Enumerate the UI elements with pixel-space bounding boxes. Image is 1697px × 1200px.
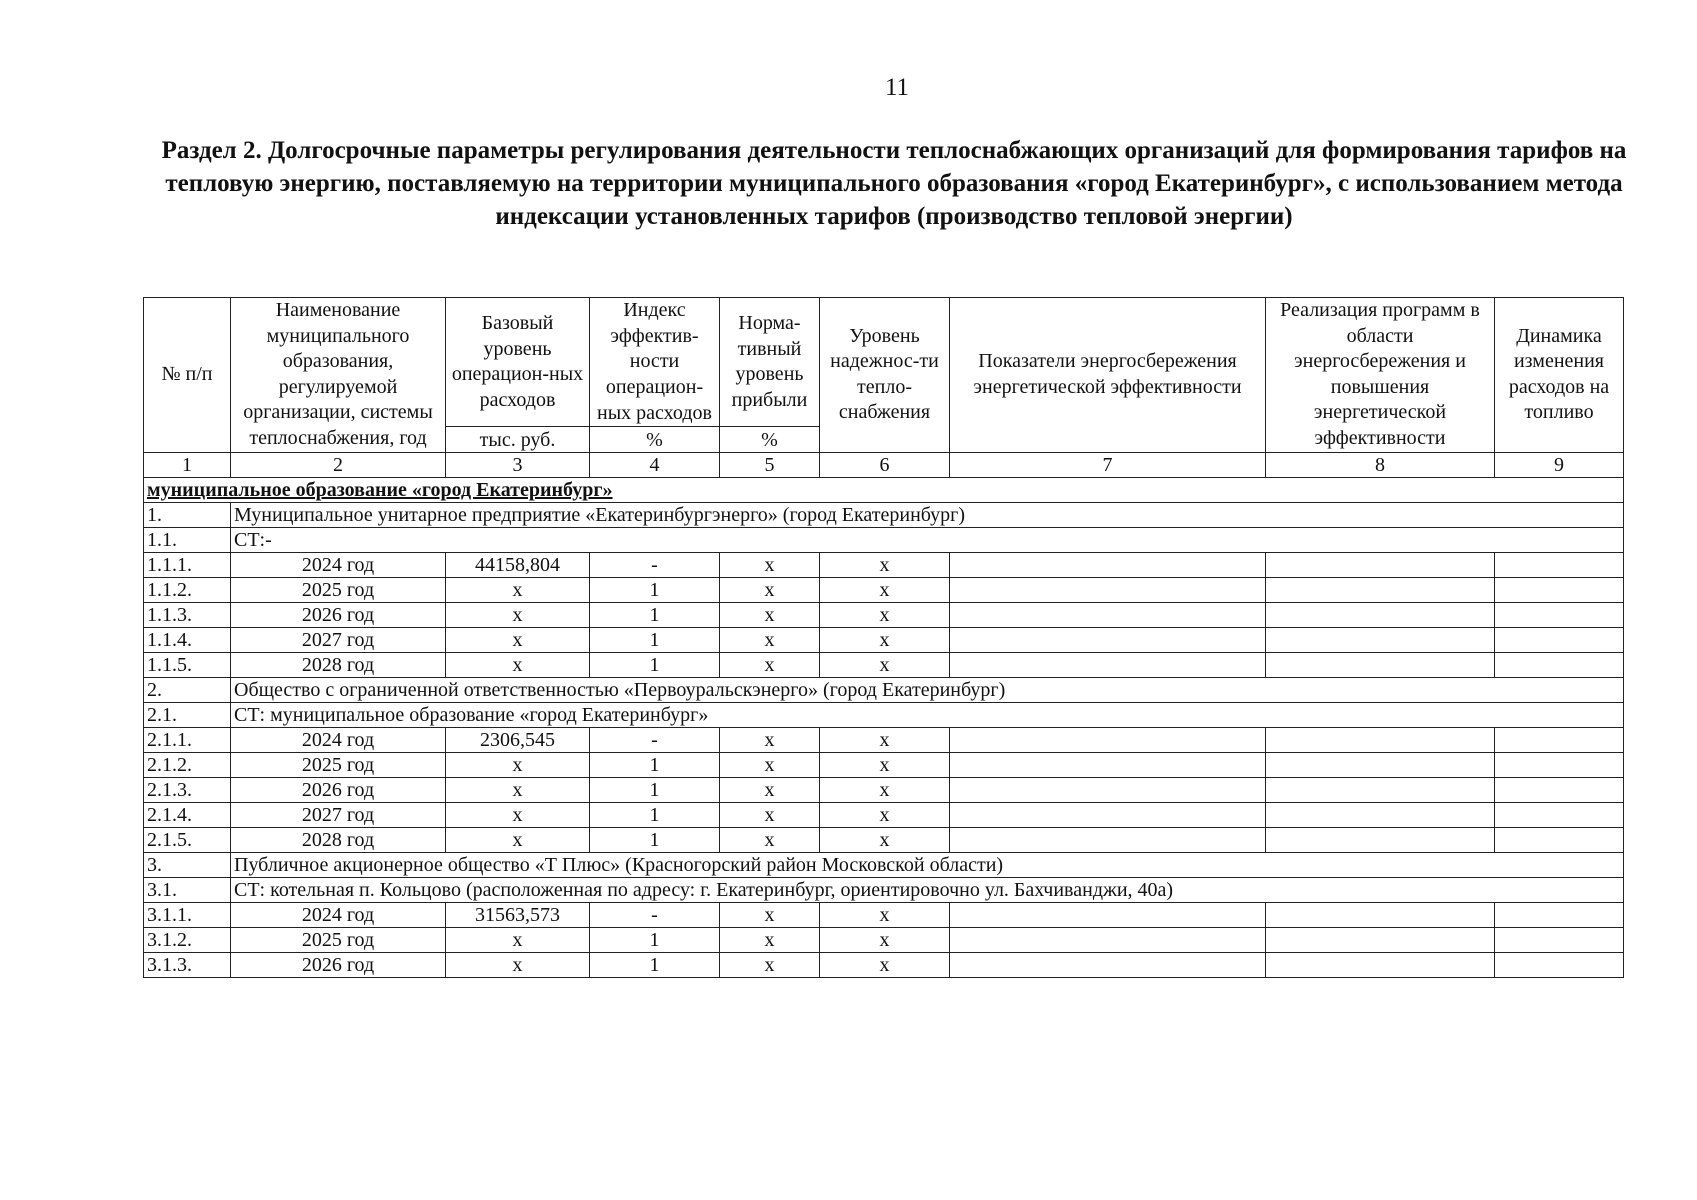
row-base-opex: х bbox=[446, 577, 590, 602]
row-year: 2024 год bbox=[231, 552, 446, 577]
row-empty-cell bbox=[1266, 752, 1495, 777]
column-number: 9 bbox=[1495, 452, 1624, 477]
row-empty-cell bbox=[1266, 827, 1495, 852]
row-efficiency-index: 1 bbox=[590, 577, 720, 602]
row-efficiency-index: 1 bbox=[590, 627, 720, 652]
row-reliability: х bbox=[820, 652, 950, 677]
row-empty-cell bbox=[1266, 952, 1495, 977]
table-row bbox=[144, 577, 1624, 602]
header-programs: Реализация программ в области энергосбережения и повышения энергетической эффективности bbox=[1266, 298, 1495, 453]
row-reliability: х bbox=[820, 802, 950, 827]
row-profit-level: х bbox=[720, 552, 820, 577]
row-year: 2027 год bbox=[231, 627, 446, 652]
row-efficiency-index: - bbox=[590, 902, 720, 927]
column-number: 4 bbox=[590, 452, 720, 477]
row-empty-cell bbox=[950, 927, 1266, 952]
row-number: 3.1.1. bbox=[144, 902, 231, 927]
table-row bbox=[144, 602, 1624, 627]
row-empty-cell bbox=[950, 827, 1266, 852]
row-reliability: х bbox=[820, 927, 950, 952]
row-number: 2.1.2. bbox=[144, 752, 231, 777]
unit-base: тыс. руб. bbox=[446, 427, 590, 452]
org-name: Муниципальное унитарное предприятие «Екатеринбургэнерго» (город Екатеринбург) bbox=[231, 502, 1624, 527]
row-reliability: х bbox=[820, 952, 950, 977]
header-fuel-dynamics: Динамика изменения расходов на топливо bbox=[1495, 298, 1624, 453]
row-empty-cell bbox=[1266, 627, 1495, 652]
system-number: 3.1. bbox=[144, 877, 231, 902]
row-efficiency-index: 1 bbox=[590, 777, 720, 802]
row-empty-cell bbox=[1266, 652, 1495, 677]
table-row bbox=[144, 627, 1624, 652]
row-empty-cell bbox=[1266, 577, 1495, 602]
row-number: 2.1.3. bbox=[144, 777, 231, 802]
page-number: 11 bbox=[884, 74, 910, 101]
row-reliability: х bbox=[820, 552, 950, 577]
row-empty-cell bbox=[1266, 552, 1495, 577]
row-efficiency-index: - bbox=[590, 727, 720, 752]
row-profit-level: х bbox=[720, 952, 820, 977]
row-year: 2027 год bbox=[231, 802, 446, 827]
row-base-opex: 31563,573 bbox=[446, 902, 590, 927]
header-name: Наименование муниципального образования, регулируемой организации, системы теплоснабжения, год bbox=[231, 298, 446, 453]
row-profit-level: х bbox=[720, 902, 820, 927]
row-number: 1.1.3. bbox=[144, 602, 231, 627]
row-empty-cell bbox=[1495, 952, 1624, 977]
row-efficiency-index: 1 bbox=[590, 952, 720, 977]
row-base-opex: х bbox=[446, 752, 590, 777]
system-number: 2.1. bbox=[144, 702, 231, 727]
table-row bbox=[144, 802, 1624, 827]
row-empty-cell bbox=[1495, 752, 1624, 777]
section-title: Раздел 2. Долгосрочные параметры регулирования деятельности теплоснабжающих организаций для формирования тарифов на тепловую энергию, поставляемую на территории муниципального образования «город Екатеринбург», с использованием метода индексации установленных тарифов (производство тепловой энергии) bbox=[161, 137, 1627, 230]
header-energy-indicators: Показатели энергосбережения энергетической эффективности bbox=[950, 298, 1266, 453]
row-profit-level: х bbox=[720, 602, 820, 627]
row-reliability: х bbox=[820, 727, 950, 752]
row-base-opex: х bbox=[446, 952, 590, 977]
row-profit-level: х bbox=[720, 652, 820, 677]
column-number: 1 bbox=[144, 452, 231, 477]
row-number: 1.1.4. bbox=[144, 627, 231, 652]
row-number: 1.1.5. bbox=[144, 652, 231, 677]
row-base-opex: х bbox=[446, 627, 590, 652]
table-row bbox=[144, 552, 1624, 577]
row-efficiency-index: 1 bbox=[590, 827, 720, 852]
row-year: 2025 год bbox=[231, 927, 446, 952]
row-base-opex: х bbox=[446, 927, 590, 952]
row-year: 2026 год bbox=[231, 602, 446, 627]
row-base-opex: х bbox=[446, 802, 590, 827]
column-number: 5 bbox=[720, 452, 820, 477]
row-empty-cell bbox=[1495, 902, 1624, 927]
row-empty-cell bbox=[950, 727, 1266, 752]
row-efficiency-index: 1 bbox=[590, 802, 720, 827]
row-empty-cell bbox=[1495, 802, 1624, 827]
row-empty-cell bbox=[1495, 627, 1624, 652]
header-profit-level: Норма-тивный уровень прибыли bbox=[720, 298, 820, 427]
row-empty-cell bbox=[1266, 802, 1495, 827]
row-empty-cell bbox=[950, 902, 1266, 927]
row-year: 2026 год bbox=[231, 952, 446, 977]
table-row bbox=[144, 652, 1624, 677]
row-efficiency-index: 1 bbox=[590, 652, 720, 677]
table-row bbox=[144, 927, 1624, 952]
row-base-opex: 44158,804 bbox=[446, 552, 590, 577]
row-number: 3.1.3. bbox=[144, 952, 231, 977]
row-empty-cell bbox=[1266, 727, 1495, 752]
table-row bbox=[144, 902, 1624, 927]
municipality-heading: муниципальное образование «город Екатеринбург» bbox=[147, 478, 613, 501]
row-base-opex: х bbox=[446, 602, 590, 627]
row-base-opex: х bbox=[446, 827, 590, 852]
row-year: 2025 год bbox=[231, 577, 446, 602]
row-empty-cell bbox=[1495, 827, 1624, 852]
row-reliability: х bbox=[820, 602, 950, 627]
row-efficiency-index: - bbox=[590, 552, 720, 577]
row-empty-cell bbox=[1495, 652, 1624, 677]
row-year: 2024 год bbox=[231, 902, 446, 927]
row-empty-cell bbox=[1495, 577, 1624, 602]
row-profit-level: х bbox=[720, 927, 820, 952]
row-number: 1.1.2. bbox=[144, 577, 231, 602]
column-number: 3 bbox=[446, 452, 590, 477]
tariff-parameters-table bbox=[143, 297, 1624, 978]
table-row bbox=[144, 827, 1624, 852]
row-profit-level: х bbox=[720, 627, 820, 652]
column-number: 8 bbox=[1266, 452, 1495, 477]
column-number: 2 bbox=[231, 452, 446, 477]
row-profit-level: х bbox=[720, 777, 820, 802]
row-base-opex: 2306,545 bbox=[446, 727, 590, 752]
org-name: Публичное акционерное общество «Т Плюс» (Красногорский район Московской области) bbox=[231, 852, 1624, 877]
row-number: 2.1.1. bbox=[144, 727, 231, 752]
system-name: СТ: котельная п. Кольцово (расположенная по адресу: г. Екатеринбург, ориентировочно ул. Бахчиванджи, 40а) bbox=[231, 877, 1624, 902]
row-empty-cell bbox=[1266, 902, 1495, 927]
row-profit-level: х bbox=[720, 727, 820, 752]
row-empty-cell bbox=[1495, 552, 1624, 577]
row-reliability: х bbox=[820, 902, 950, 927]
table-row bbox=[144, 777, 1624, 802]
row-efficiency-index: 1 bbox=[590, 602, 720, 627]
row-empty-cell bbox=[1495, 777, 1624, 802]
table-row bbox=[144, 727, 1624, 752]
row-base-opex: х bbox=[446, 777, 590, 802]
row-profit-level: х bbox=[720, 752, 820, 777]
row-empty-cell bbox=[1495, 602, 1624, 627]
row-year: 2025 год bbox=[231, 752, 446, 777]
row-reliability: х bbox=[820, 577, 950, 602]
row-empty-cell bbox=[950, 602, 1266, 627]
row-reliability: х bbox=[820, 827, 950, 852]
system-name: СТ:- bbox=[231, 527, 1624, 552]
row-empty-cell bbox=[1266, 927, 1495, 952]
row-empty-cell bbox=[950, 652, 1266, 677]
header-efficiency-index: Индекс эффектив-ности операцион-ных расходов bbox=[590, 298, 720, 427]
org-name: Общество с ограниченной ответственностью «Первоуральскэнерго» (город Екатеринбург) bbox=[231, 677, 1624, 702]
table-row bbox=[144, 952, 1624, 977]
row-number: 2.1.4. bbox=[144, 802, 231, 827]
unit-profit: % bbox=[720, 427, 820, 452]
column-numbers-row bbox=[144, 452, 1624, 477]
row-reliability: х bbox=[820, 777, 950, 802]
row-empty-cell bbox=[950, 627, 1266, 652]
system-name: СТ: муниципальное образование «город Екатеринбург» bbox=[231, 702, 1624, 727]
row-number: 1.1.1. bbox=[144, 552, 231, 577]
column-number: 6 bbox=[820, 452, 950, 477]
row-number: 3.1.2. bbox=[144, 927, 231, 952]
row-base-opex: х bbox=[446, 652, 590, 677]
row-year: 2028 год bbox=[231, 652, 446, 677]
row-empty-cell bbox=[950, 577, 1266, 602]
row-empty-cell bbox=[950, 552, 1266, 577]
row-efficiency-index: 1 bbox=[590, 752, 720, 777]
row-empty-cell bbox=[950, 752, 1266, 777]
row-reliability: х bbox=[820, 627, 950, 652]
row-reliability: х bbox=[820, 752, 950, 777]
row-year: 2026 год bbox=[231, 777, 446, 802]
row-number: 2.1.5. bbox=[144, 827, 231, 852]
row-empty-cell bbox=[950, 952, 1266, 977]
row-empty-cell bbox=[1495, 727, 1624, 752]
column-number: 7 bbox=[950, 452, 1266, 477]
row-empty-cell bbox=[1266, 777, 1495, 802]
header-base-opex: Базовый уровень операцион-ных расходов bbox=[446, 298, 590, 427]
row-profit-level: х bbox=[720, 802, 820, 827]
row-efficiency-index: 1 bbox=[590, 927, 720, 952]
row-empty-cell bbox=[950, 802, 1266, 827]
row-profit-level: х bbox=[720, 577, 820, 602]
table-row bbox=[144, 752, 1624, 777]
org-number: 3. bbox=[144, 852, 231, 877]
unit-index: % bbox=[590, 427, 720, 452]
row-profit-level: х bbox=[720, 827, 820, 852]
header-reliability: Уровень надежнос-ти тепло-снабжения bbox=[820, 298, 950, 453]
org-number: 2. bbox=[144, 677, 231, 702]
row-empty-cell bbox=[1266, 602, 1495, 627]
row-year: 2024 год bbox=[231, 727, 446, 752]
org-number: 1. bbox=[144, 502, 231, 527]
header-num: № п/п bbox=[144, 298, 231, 453]
row-empty-cell bbox=[950, 777, 1266, 802]
system-number: 1.1. bbox=[144, 527, 231, 552]
row-year: 2028 год bbox=[231, 827, 446, 852]
row-empty-cell bbox=[1495, 927, 1624, 952]
